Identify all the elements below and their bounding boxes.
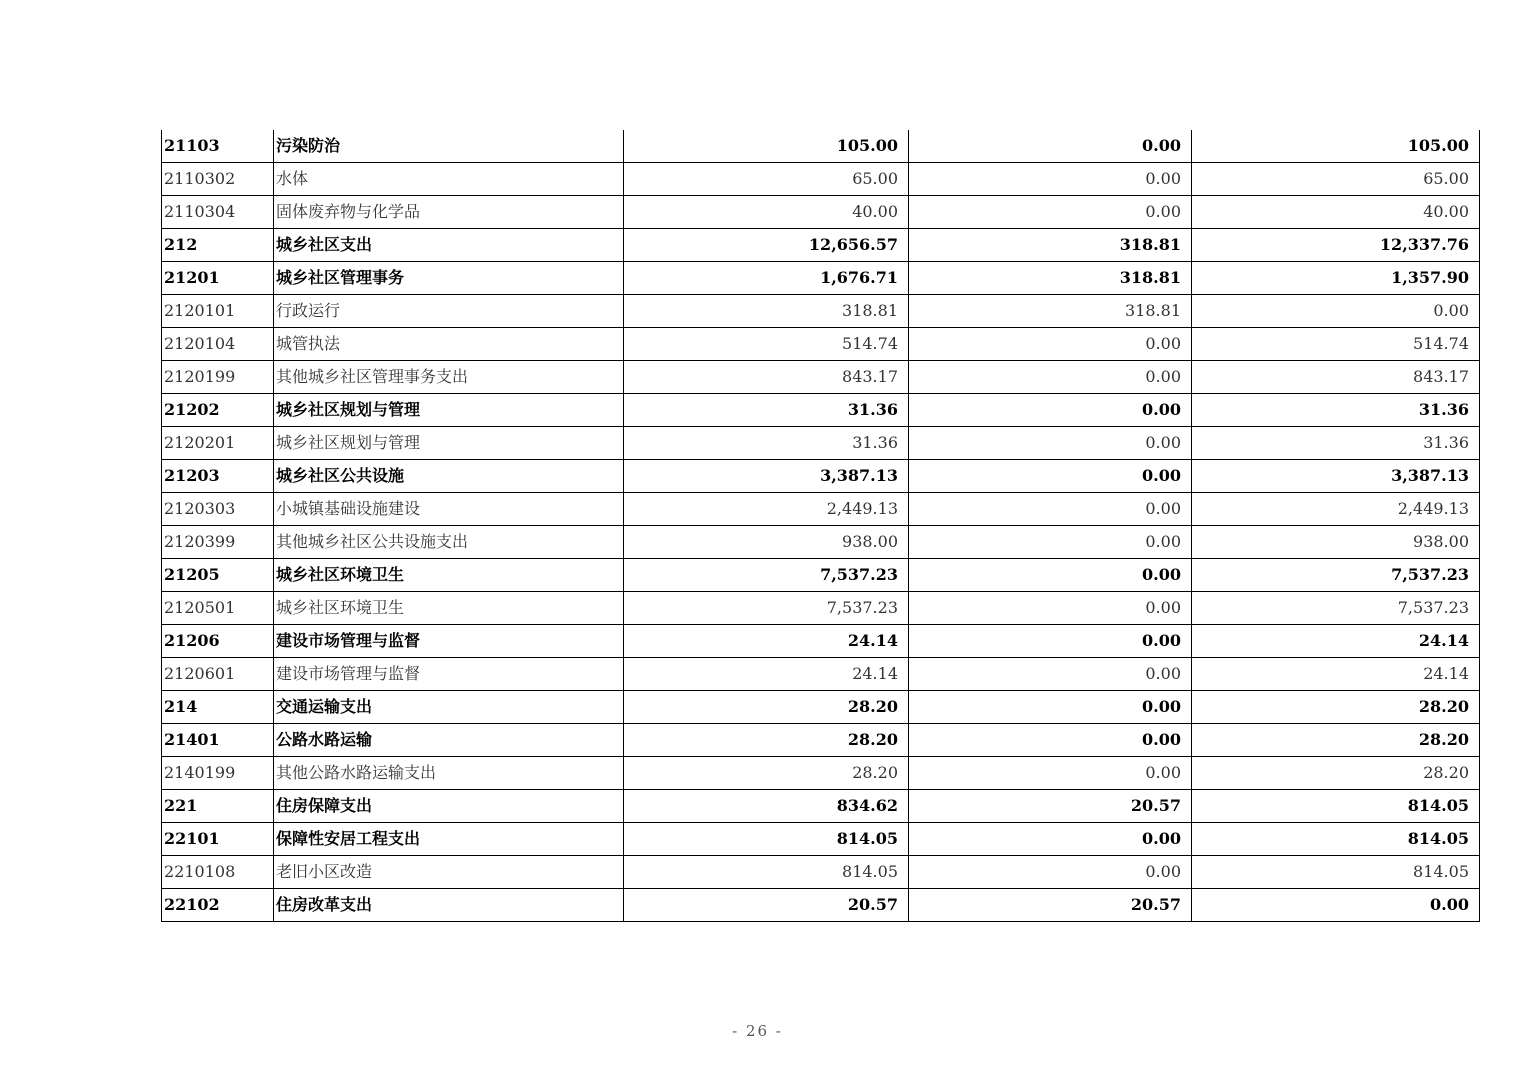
project-expenditure-cell: 24.14 (1192, 625, 1480, 658)
subject-code-cell: 21202 (162, 394, 274, 427)
subject-code-cell: 2140199 (162, 757, 274, 790)
basic-expenditure-cell: 0.00 (909, 691, 1192, 724)
subject-code-cell: 212 (162, 229, 274, 262)
total-amount-cell: 28.20 (624, 724, 909, 757)
basic-expenditure-cell: 0.00 (909, 394, 1192, 427)
project-expenditure-cell: 2,449.13 (1192, 493, 1480, 526)
project-expenditure-cell: 7,537.23 (1192, 592, 1480, 625)
budget-expenditure-table (161, 130, 1480, 922)
subject-name-cell: 小城镇基础设施建设 (274, 493, 624, 526)
total-amount-cell: 28.20 (624, 757, 909, 790)
basic-expenditure-cell: 0.00 (909, 427, 1192, 460)
total-amount-cell: 31.36 (624, 427, 909, 460)
subject-name-cell: 建设市场管理与监督 (274, 625, 624, 658)
subject-name-cell: 城乡社区管理事务 (274, 262, 624, 295)
table-row (162, 889, 1480, 922)
project-expenditure-cell: 28.20 (1192, 724, 1480, 757)
subject-name-cell: 水体 (274, 163, 624, 196)
total-amount-cell: 40.00 (624, 196, 909, 229)
project-expenditure-cell: 12,337.76 (1192, 229, 1480, 262)
total-amount-cell: 843.17 (624, 361, 909, 394)
basic-expenditure-cell: 0.00 (909, 361, 1192, 394)
basic-expenditure-cell: 318.81 (909, 262, 1192, 295)
subject-code-cell: 21201 (162, 262, 274, 295)
project-expenditure-cell: 28.20 (1192, 691, 1480, 724)
table-row (162, 460, 1480, 493)
basic-expenditure-cell: 0.00 (909, 592, 1192, 625)
project-expenditure-cell: 938.00 (1192, 526, 1480, 559)
table-row (162, 493, 1480, 526)
subject-code-cell: 221 (162, 790, 274, 823)
total-amount-cell: 834.62 (624, 790, 909, 823)
project-expenditure-cell: 31.36 (1192, 427, 1480, 460)
basic-expenditure-cell: 0.00 (909, 823, 1192, 856)
total-amount-cell: 938.00 (624, 526, 909, 559)
subject-name-cell: 固体废弃物与化学品 (274, 196, 624, 229)
total-amount-cell: 7,537.23 (624, 559, 909, 592)
project-expenditure-cell: 843.17 (1192, 361, 1480, 394)
table-row (162, 328, 1480, 361)
basic-expenditure-cell: 20.57 (909, 889, 1192, 922)
subject-name-cell: 公路水路运输 (274, 724, 624, 757)
subject-name-cell: 交通运输支出 (274, 691, 624, 724)
table-row (162, 592, 1480, 625)
subject-name-cell: 其他公路水路运输支出 (274, 757, 624, 790)
table-row (162, 196, 1480, 229)
table-row (162, 790, 1480, 823)
table-body (162, 130, 1480, 922)
subject-name-cell: 城管执法 (274, 328, 624, 361)
subject-code-cell: 2110304 (162, 196, 274, 229)
project-expenditure-cell: 0.00 (1192, 889, 1480, 922)
subject-code-cell: 2120501 (162, 592, 274, 625)
table-row (162, 625, 1480, 658)
project-expenditure-cell: 814.05 (1192, 823, 1480, 856)
table-row (162, 130, 1480, 163)
total-amount-cell: 3,387.13 (624, 460, 909, 493)
basic-expenditure-cell: 0.00 (909, 856, 1192, 889)
subject-code-cell: 2120399 (162, 526, 274, 559)
table-row (162, 295, 1480, 328)
table-row (162, 724, 1480, 757)
project-expenditure-cell: 28.20 (1192, 757, 1480, 790)
subject-name-cell: 城乡社区环境卫生 (274, 559, 624, 592)
basic-expenditure-cell: 0.00 (909, 130, 1192, 163)
subject-name-cell: 保障性安居工程支出 (274, 823, 624, 856)
subject-code-cell: 2120601 (162, 658, 274, 691)
subject-name-cell: 城乡社区公共设施 (274, 460, 624, 493)
table-row (162, 691, 1480, 724)
total-amount-cell: 2,449.13 (624, 493, 909, 526)
table-row (162, 427, 1480, 460)
project-expenditure-cell: 1,357.90 (1192, 262, 1480, 295)
project-expenditure-cell: 65.00 (1192, 163, 1480, 196)
project-expenditure-cell: 105.00 (1192, 130, 1480, 163)
subject-code-cell: 21206 (162, 625, 274, 658)
subject-code-cell: 2120104 (162, 328, 274, 361)
basic-expenditure-cell: 0.00 (909, 196, 1192, 229)
subject-name-cell: 其他城乡社区公共设施支出 (274, 526, 624, 559)
project-expenditure-cell: 514.74 (1192, 328, 1480, 361)
subject-code-cell: 22101 (162, 823, 274, 856)
basic-expenditure-cell: 0.00 (909, 757, 1192, 790)
total-amount-cell: 24.14 (624, 625, 909, 658)
project-expenditure-cell: 24.14 (1192, 658, 1480, 691)
total-amount-cell: 814.05 (624, 823, 909, 856)
table-row (162, 361, 1480, 394)
total-amount-cell: 24.14 (624, 658, 909, 691)
total-amount-cell: 31.36 (624, 394, 909, 427)
basic-expenditure-cell: 0.00 (909, 493, 1192, 526)
table-row (162, 262, 1480, 295)
table-row (162, 559, 1480, 592)
subject-code-cell: 214 (162, 691, 274, 724)
table-row (162, 394, 1480, 427)
page-number: - 26 - (732, 1022, 783, 1040)
total-amount-cell: 514.74 (624, 328, 909, 361)
subject-code-cell: 21103 (162, 130, 274, 163)
subject-code-cell: 22102 (162, 889, 274, 922)
basic-expenditure-cell: 318.81 (909, 295, 1192, 328)
basic-expenditure-cell: 0.00 (909, 658, 1192, 691)
subject-name-cell: 住房改革支出 (274, 889, 624, 922)
basic-expenditure-cell: 0.00 (909, 625, 1192, 658)
subject-code-cell: 2120101 (162, 295, 274, 328)
subject-code-cell: 21203 (162, 460, 274, 493)
subject-code-cell: 2110302 (162, 163, 274, 196)
subject-name-cell: 城乡社区环境卫生 (274, 592, 624, 625)
project-expenditure-cell: 3,387.13 (1192, 460, 1480, 493)
total-amount-cell: 318.81 (624, 295, 909, 328)
basic-expenditure-cell: 318.81 (909, 229, 1192, 262)
table-row (162, 229, 1480, 262)
table-row (162, 823, 1480, 856)
subject-name-cell: 城乡社区规划与管理 (274, 427, 624, 460)
total-amount-cell: 65.00 (624, 163, 909, 196)
subject-name-cell: 污染防治 (274, 130, 624, 163)
project-expenditure-cell: 31.36 (1192, 394, 1480, 427)
total-amount-cell: 20.57 (624, 889, 909, 922)
basic-expenditure-cell: 0.00 (909, 559, 1192, 592)
table-row (162, 757, 1480, 790)
subject-code-cell: 2210108 (162, 856, 274, 889)
subject-name-cell: 老旧小区改造 (274, 856, 624, 889)
total-amount-cell: 12,656.57 (624, 229, 909, 262)
subject-name-cell: 其他城乡社区管理事务支出 (274, 361, 624, 394)
subject-name-cell: 住房保障支出 (274, 790, 624, 823)
project-expenditure-cell: 814.05 (1192, 790, 1480, 823)
table-row (162, 163, 1480, 196)
basic-expenditure-cell: 0.00 (909, 526, 1192, 559)
subject-code-cell: 2120201 (162, 427, 274, 460)
project-expenditure-cell: 40.00 (1192, 196, 1480, 229)
basic-expenditure-cell: 0.00 (909, 328, 1192, 361)
table-row (162, 526, 1480, 559)
subject-name-cell: 建设市场管理与监督 (274, 658, 624, 691)
project-expenditure-cell: 0.00 (1192, 295, 1480, 328)
subject-code-cell: 2120199 (162, 361, 274, 394)
total-amount-cell: 1,676.71 (624, 262, 909, 295)
basic-expenditure-cell: 0.00 (909, 460, 1192, 493)
basic-expenditure-cell: 0.00 (909, 724, 1192, 757)
subject-name-cell: 城乡社区规划与管理 (274, 394, 624, 427)
total-amount-cell: 7,537.23 (624, 592, 909, 625)
subject-name-cell: 城乡社区支出 (274, 229, 624, 262)
total-amount-cell: 814.05 (624, 856, 909, 889)
table-row (162, 856, 1480, 889)
project-expenditure-cell: 814.05 (1192, 856, 1480, 889)
total-amount-cell: 105.00 (624, 130, 909, 163)
subject-name-cell: 行政运行 (274, 295, 624, 328)
subject-code-cell: 2120303 (162, 493, 274, 526)
total-amount-cell: 28.20 (624, 691, 909, 724)
basic-expenditure-cell: 20.57 (909, 790, 1192, 823)
project-expenditure-cell: 7,537.23 (1192, 559, 1480, 592)
subject-code-cell: 21205 (162, 559, 274, 592)
basic-expenditure-cell: 0.00 (909, 163, 1192, 196)
table-row (162, 658, 1480, 691)
subject-code-cell: 21401 (162, 724, 274, 757)
